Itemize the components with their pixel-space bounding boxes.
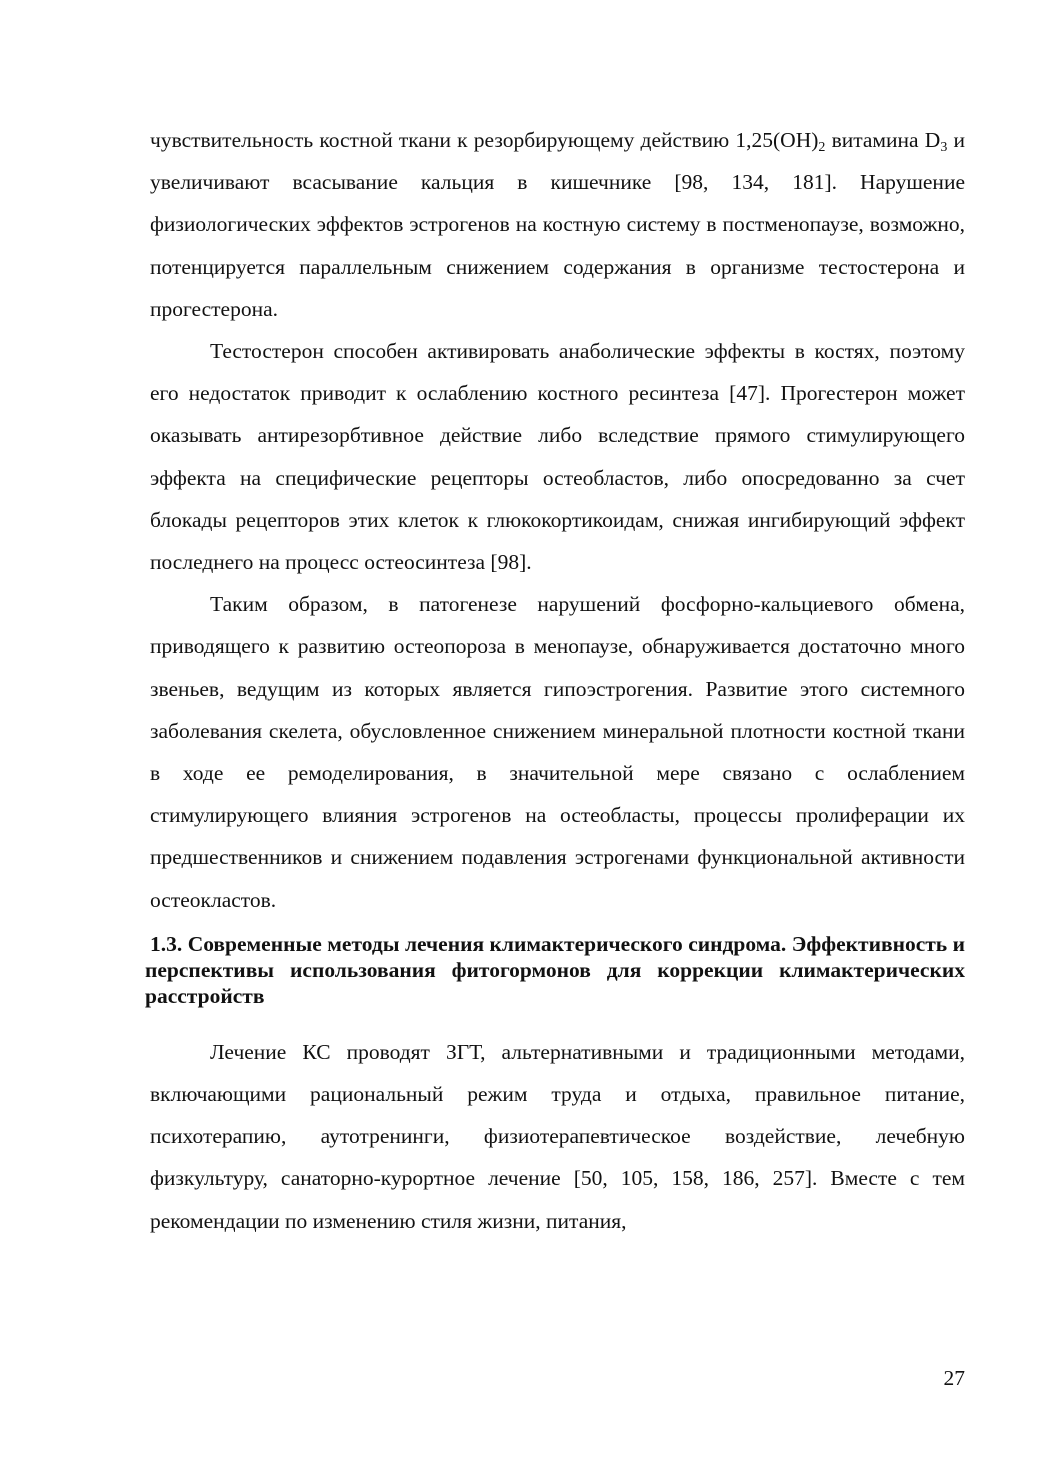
paragraph-4: Лечение КС проводят ЗГТ, альтернативными и традиционными методами, включающими рациональный режим труда и отдыха, правильное питание, психотерапию, аутотренинги, физиотерапевтическое воздействие, лечебную физкультуру, санаторно-курортное лечение [50, 105, 158, 186, 257]. Вместе с тем рекомендации по изменению стиля жизни, питания,: [150, 1039, 965, 1233]
subscript-2: 2: [818, 140, 826, 155]
subscript-3: 3: [940, 140, 948, 155]
paragraph-2: Тестостерон способен активировать анаболические эффекты в костях, поэтому его недостаток приводит к ослаблению костного ресинтеза [47]. Прогестерон может оказывать антирезорбтивное действие либо вследствие прямого стимулирующего эффекта на специфические рецепторы остеобластов, либо опосредованно за счет блокады рецепторов этих клеток к глюкокортикоидам, снижая ингибирующий эффект последнего на процесс остеосинтеза [98].: [150, 339, 965, 575]
paragraph-3: Таким образом, в патогенезе нарушений фосфорно-кальциевого обмена, приводящего к развитию остеопороза в менопаузе, обнаруживается достаточно много звеньев, ведущим из которых является гипоэстрогения. Развитие этого системного заболевания скелета, обусловленное снижением минеральной плотности костной ткани в ходе ее ремоделирования, в значительной мере связано с ослаблением стимулирующего влияния эстрогенов на остеобласты, процессы пролиферации их предшественников и снижением подавления эстрогенами функциональной активности остеокластов.: [150, 592, 965, 912]
section-heading: [145, 931, 965, 1009]
paragraph-1-text-b: витамина D: [825, 128, 941, 152]
page-number: 27: [943, 1366, 965, 1390]
section-title: Современные методы лечения климактерического синдрома. Эффективность и перспективы использования фитогормонов для коррекции климактерических расстройств: [145, 931, 965, 1008]
paragraph-1-text-c: и увеличивают всасывание кальция в кишечнике [98, 134, 181]. Нарушение физиологических эффектов эстрогенов на костную систему в постменопаузе, возможно, потенцируется параллельным снижением содержания в организме тестостерона и прогестерона.: [150, 128, 966, 321]
paragraph-1-text-a: чувствительность костной ткани к резорбирующему действию 1,25(OH): [150, 128, 819, 152]
document-page: [145, 119, 966, 1242]
paragraph-1: [150, 119, 965, 330]
section-number: 1.3.: [150, 931, 183, 956]
